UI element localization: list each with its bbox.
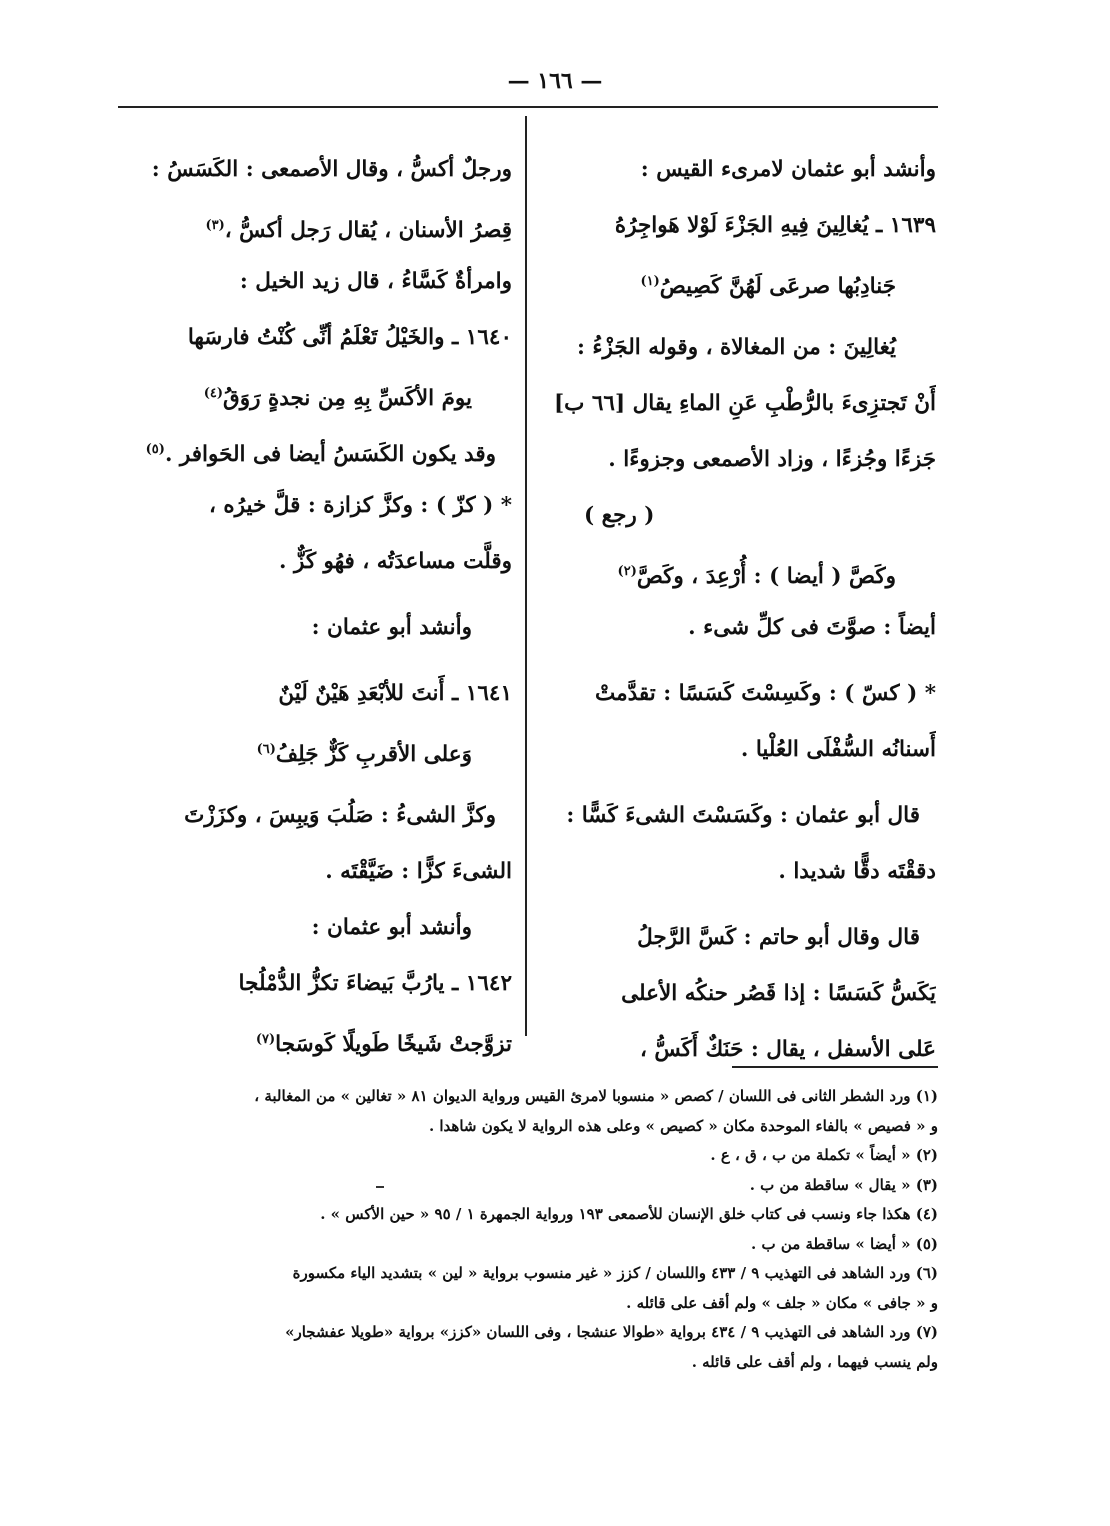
text-line (110, 254, 512, 310)
line-text: ١٦٣٩ ـ يُغالِينَ فِيهِ الجَزْءَ لَوْلا هَواجِرُهُ (614, 213, 936, 238)
footnote-ref: (٣) (205, 218, 225, 233)
text-line (544, 488, 936, 544)
line-text: وأنشد أبو عثمان : (311, 615, 472, 640)
text-line (544, 966, 936, 1022)
text-line (110, 198, 512, 254)
line-text: وأنشد أبو عثمان لامرىء القيس : (640, 157, 936, 182)
footnote-6: (٦) ورد الشاهد فى التهذيب ٩ / ٤٣٣ واللسان / كزز « غير منسوب برواية « لين » بتشديد الياء مكسورة (292, 1264, 938, 1282)
line-text: * ( كزّ ) : وكزَّ كزازة : قلَّ خيرُه ، (208, 493, 512, 518)
text-line (544, 376, 936, 432)
page-number: — ١٦٦ — (507, 68, 603, 94)
header-rule (118, 106, 938, 108)
text-line (110, 900, 512, 956)
text-line (110, 844, 512, 900)
line-text: الشىءَ كزًّا : ضَيَّقْتَه . (325, 859, 512, 884)
left-column (110, 142, 512, 1068)
footnote-2: (٢) « أيضاً » تكملة من ب ، ق ، ع . (710, 1146, 938, 1164)
line-text: وأنشد أبو عثمان : (311, 915, 472, 940)
verse-line (110, 722, 512, 778)
text-line (544, 432, 936, 488)
line-text: جَنادِبُها صرعَى لَهُنَّ كَصِيصُ (659, 274, 896, 300)
column-divider (525, 116, 527, 1036)
verse-line (544, 198, 936, 254)
line-text: قال وقال أبو حاتم : كَسَّ الرَّجلُ (637, 925, 920, 950)
footnote-ref: (٧) (255, 1032, 276, 1047)
verse-line (110, 366, 512, 422)
line-text: أَسنانُه السُّفْلَى العُلْيا . (740, 737, 936, 762)
text-line (110, 478, 512, 534)
verse-line (544, 254, 936, 310)
text-line (110, 534, 512, 590)
footnote-7: (٧) ورد الشاهد فى التهذيب ٩ / ٤٣٤ برواية «طوالا عنشجا ، وفى اللسان «كزز» برواية «طويلا عفشجار» (285, 1323, 938, 1341)
text-line (544, 910, 936, 966)
line-text: ورجلٌ أكسُّ ، وقال الأصمعى : الكَسَسُ : (151, 157, 512, 182)
verse-line (110, 666, 512, 722)
verse-line (110, 956, 512, 1012)
text-line (110, 788, 512, 844)
text-line (544, 788, 936, 844)
text-line (544, 1022, 936, 1078)
line-text: وكَصَّ ( أيضا ) : أُرْعِدَ ، وكَصَّ (636, 564, 896, 590)
line-text: ١٦٤٢ ـ يارُبَّ بَيضاءَ تكزُّ الدُّمْلُجا (238, 971, 512, 996)
footnote-ref: (٤) (203, 386, 224, 401)
text-line (110, 142, 512, 198)
text-line (110, 422, 512, 478)
text-line (544, 142, 936, 198)
footnote-5: (٥) « أيضا » ساقطة من ب . (751, 1234, 938, 1253)
text-line (544, 320, 936, 376)
line-text: ١٦٤١ ـ أَنتَ للأبْعَدِ هَيْنٌ لَيْنٌ (278, 681, 512, 706)
footnote-4: (٤) هكذا جاء ونسب فى كتاب خلق الإنسان للأصمعى ١٩٣ ورواية الجمهرة ١ / ٩٥ « حين الأكس » . (320, 1205, 938, 1223)
line-text: يومَ الأكَسِّ بِهِ مِن نجدةٍ رَوَقُ (223, 386, 472, 412)
text-line (544, 544, 936, 600)
text-line (544, 844, 936, 900)
verse-line (110, 310, 512, 366)
footnote-ref: (٢) (617, 564, 637, 579)
footnote-rule (732, 1066, 938, 1068)
footnote-1: (١) ورد الشطر الثانى فى اللسان / كصص « منسوبا لامرئ القيس ورواية الديوان ٨١ « تغالين » من المغالبة ، (254, 1087, 938, 1105)
footnote-ref: (٦) (256, 742, 276, 757)
line-text: دققْتَه دقًّا شديدا . (778, 859, 936, 884)
right-column (544, 142, 936, 1078)
line-text: يُغالِينَ : من المغالاة ، وقوله الجَزْءُ : (576, 335, 896, 360)
line-text: وَعلى الأقربِ كَزٌّ جَلِفُ (275, 742, 472, 768)
footnote-7-cont: ولم ينسب فيهما ، ولم أقف على قائله . (691, 1352, 938, 1371)
line-text: وكزَّ الشىءُ : صَلُبَ وَيبِسَ ، وكزَزْتَ (184, 803, 496, 828)
footnote-ref: (٥) (145, 442, 165, 457)
text-line (544, 666, 936, 722)
line-text: وقد يكون الكَسَسُ أيضا فى الحَوافر . (164, 442, 496, 468)
line-text: * ( كسّ ) : وكَسِسْتَ كَسَسًا : تقدَّمتْ (595, 681, 936, 706)
text-line (544, 722, 936, 778)
line-text: قال أبو عثمان : وكَسَسْتَ الشىءَ كَسًّا : (566, 803, 920, 828)
footnote-6-cont: و « جافى » مكان « جلف » ولم أقف على قائله . (626, 1293, 938, 1312)
line-text: يَكَسُّ كَسَسًا : إذا قَصُر حنكُه الأعلى (621, 981, 936, 1006)
footnote-ref: (١) (640, 274, 660, 289)
line-text: وقلَّت مساعدَتُه ، فهُو كَزٌّ . (278, 549, 512, 574)
line-text: قِصرُ الأسنان ، يُقال رَجل أكسُّ ، (224, 218, 512, 244)
line-text: تزوَّجتْ شَيخًا طَويلًا كَوسَجا (275, 1032, 512, 1058)
line-text: ( رجع ) (584, 503, 655, 528)
verse-line (110, 1012, 512, 1068)
line-text: ١٦٤٠ ـ والخَيْلُ تَعْلَمُ أنِّى كُنْتُ فارسَها (187, 325, 512, 350)
footnote-1-cont: و « فصيص » بالفاء الموحدة مكان « كصيص » وعلى هذه الرواية لا يكون شاهدا . (428, 1116, 938, 1135)
line-text: أيضاً : صوَّتَ فى كلِّ شىء . (688, 615, 936, 640)
text-line (110, 600, 512, 656)
line-text: جَزءًا وجُزءًا ، وزاد الأصمعى وجزوءًا . (608, 447, 936, 472)
line-text: عَلى الأسفل ، يقال : حَنَكٌ أَكَسُّ ، (639, 1037, 936, 1062)
line-text: أَنْ تَجتزِىءَ بالرُّطْبِ عَنِ الماءِ يقال [٦٦ ب] (553, 391, 936, 416)
line-text: وامرأةٌ كَسَّاءُ ، قال زيد الخيل : (239, 269, 512, 294)
footnote-3: (٣) « يقال » ساقطة من ب . (749, 1175, 938, 1194)
footnotes (108, 1082, 938, 1377)
text-line (544, 600, 936, 656)
